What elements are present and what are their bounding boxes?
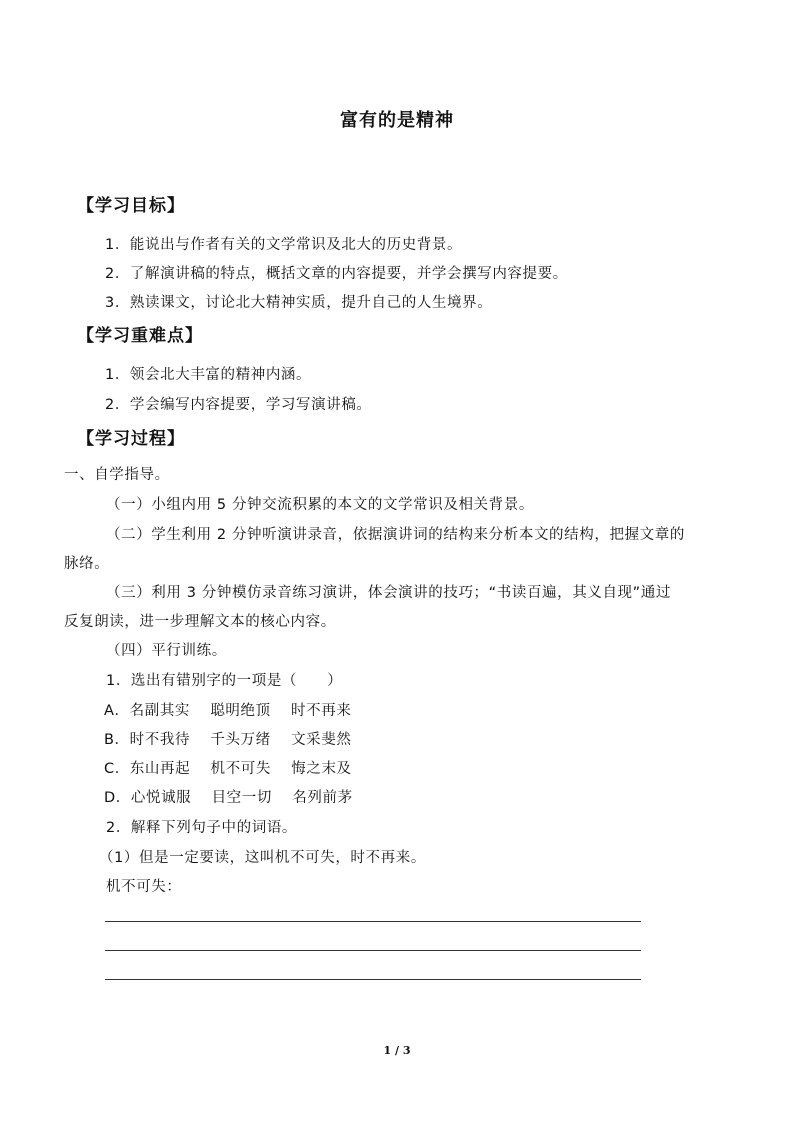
paragraph-line: 反复朗读，进一步理解文本的核心内容。 <box>64 614 336 630</box>
paragraph-line: （四）平行训练。 <box>106 643 227 659</box>
paragraph-line: （三）利用 3 分钟模仿录音练习演讲，体会演讲的技巧；“书读百遍，其义自现”通过 <box>106 585 671 601</box>
section-heading-process: 【学习过程】 <box>77 429 185 449</box>
question-1: 1．选出有错别字的一项是（ ） <box>106 673 343 689</box>
option-b: B．时不我待 千头万绪 文采斐然 <box>104 732 352 748</box>
section-heading-key-points: 【学习重难点】 <box>77 326 203 346</box>
answer-line <box>105 979 641 980</box>
part-heading: 一、自学指导。 <box>64 467 170 483</box>
page-title: 富有的是精神 <box>340 110 454 131</box>
paragraph-line: 脉络。 <box>64 556 110 572</box>
question-2: 2．解释下列句子中的词语。 <box>106 820 298 836</box>
question-2-sub-1: （1）但是一定要读，这叫机不可失，时不再来。 <box>99 850 426 866</box>
key-point-item: 2．学会编写内容提要，学习写演讲稿。 <box>105 397 372 413</box>
paragraph-line: （一）小组内用 5 分钟交流积累的本文的文学常识及相关背景。 <box>106 497 534 513</box>
answer-line <box>105 950 641 951</box>
answer-line <box>105 921 641 922</box>
goal-item: 2．了解演讲稿的特点，概括文章的内容提要，并学会撰写内容提要。 <box>105 266 568 282</box>
option-c: C．东山再起 机不可失 悔之末及 <box>104 761 352 777</box>
option-d: D．心悦诚服 目空一切 名列前茅 <box>104 790 353 806</box>
option-a: A．名副其实 聪明绝顶 时不再来 <box>104 703 352 719</box>
key-point-item: 1．领会北大丰富的精神内涵。 <box>105 367 312 383</box>
section-heading-goals: 【学习目标】 <box>77 196 185 216</box>
goal-item: 3．熟读课文，讨论北大精神实质，提升自己的人生境界。 <box>105 295 493 311</box>
paragraph-line: （二）学生利用 2 分钟听演讲录音，依据演讲词的结构来分析本文的结构，把握文章的 <box>106 527 685 543</box>
goal-item: 1．能说出与作者有关的文学常识及北大的历史背景。 <box>105 237 463 253</box>
page-number: 1 / 3 <box>383 1044 411 1057</box>
answer-label: 机不可失： <box>106 879 182 895</box>
